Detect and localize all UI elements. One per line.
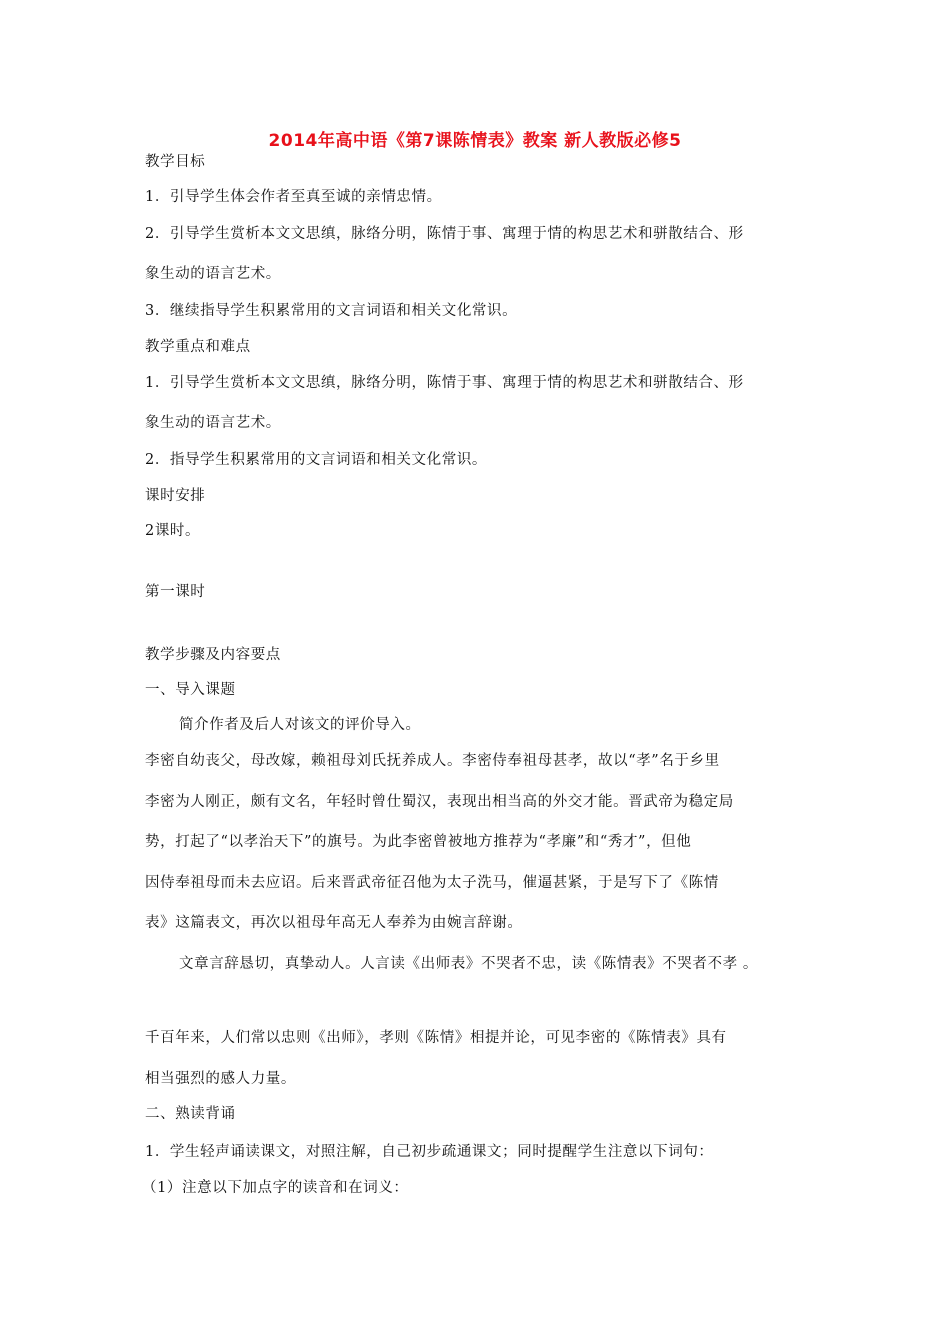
paragraph-line: 李密为人刚正，颇有文名，年轻时曾仕蜀汉，表现出相当高的外交才能。晋武帝为稳定局 bbox=[145, 794, 734, 810]
paragraph-line: 李密自幼丧父，母改嫁，赖祖母刘氏抚养成人。李密侍奉祖母甚孝，故以“孝”名于乡里 bbox=[145, 753, 720, 769]
paragraph-line: 1．引导学生赏析本文文思缜，脉络分明，陈情于事、寓理于情的构思艺术和骈散结合、形 bbox=[145, 375, 744, 391]
paragraph-line: 文章言辞恳切，真挚动人。人言读《出师表》不哭者不忠，读《陈情表》不哭者不孝 。 bbox=[179, 956, 759, 972]
heading-key-points: 教学重点和难点 bbox=[145, 339, 251, 355]
paragraph-line: 象生动的语言艺术。 bbox=[145, 415, 281, 431]
paragraph-line: 表》这篇表文，再次以祖母年高无人奉养为由婉言辞谢。 bbox=[145, 915, 523, 931]
document-title: 2014年高中语《第7课陈情表》教案 新人教版必修5 bbox=[268, 131, 682, 151]
heading-section-1: 一、导入课题 bbox=[145, 682, 236, 698]
paragraph-line: 势，打起了“以孝治天下”的旗号。为此李密曾被地方推荐为“孝廉”和“秀才”，但他 bbox=[145, 834, 692, 850]
paragraph-line: 相当强烈的感人力量。 bbox=[145, 1071, 296, 1087]
paragraph-line: 因侍奉祖母而未去应诏。后来晋武帝征召他为太子洗马，催逼甚紧，于是写下了《陈情 bbox=[145, 875, 719, 891]
paragraph-line: 1．引导学生体会作者至真至诚的亲情忠情。 bbox=[145, 189, 442, 205]
paragraph-line: 简介作者及后人对该文的评价导入。 bbox=[179, 717, 421, 733]
paragraph-line: 3．继续指导学生积累常用的文言词语和相关文化常识。 bbox=[145, 303, 518, 319]
heading-section-2: 二、熟读背诵 bbox=[145, 1106, 236, 1122]
paragraph-line: 2．引导学生赏析本文文思缜，脉络分明，陈情于事、寓理于情的构思艺术和骈散结合、形 bbox=[145, 226, 744, 242]
heading-first-lesson: 第一课时 bbox=[145, 584, 206, 600]
paragraph-line: 2课时。 bbox=[145, 523, 201, 539]
paragraph-line: 1．学生轻声诵读课文，对照注解，自己初步疏通课文；同时提醒学生注意以下词句： bbox=[145, 1144, 714, 1160]
heading-teaching-goals: 教学目标 bbox=[145, 154, 206, 170]
paragraph-line: （1）注意以下加点字的读音和在词义： bbox=[142, 1180, 409, 1196]
heading-schedule: 课时安排 bbox=[145, 488, 206, 504]
paragraph-line: 象生动的语言艺术。 bbox=[145, 266, 281, 282]
paragraph-line: 千百年来，人们常以忠则《出师》，孝则《陈情》相提并论，可见李密的《陈情表》具有 bbox=[145, 1030, 727, 1046]
heading-steps: 教学步骤及内容要点 bbox=[145, 647, 281, 663]
paragraph-line: 2．指导学生积累常用的文言词语和相关文化常识。 bbox=[145, 452, 488, 468]
